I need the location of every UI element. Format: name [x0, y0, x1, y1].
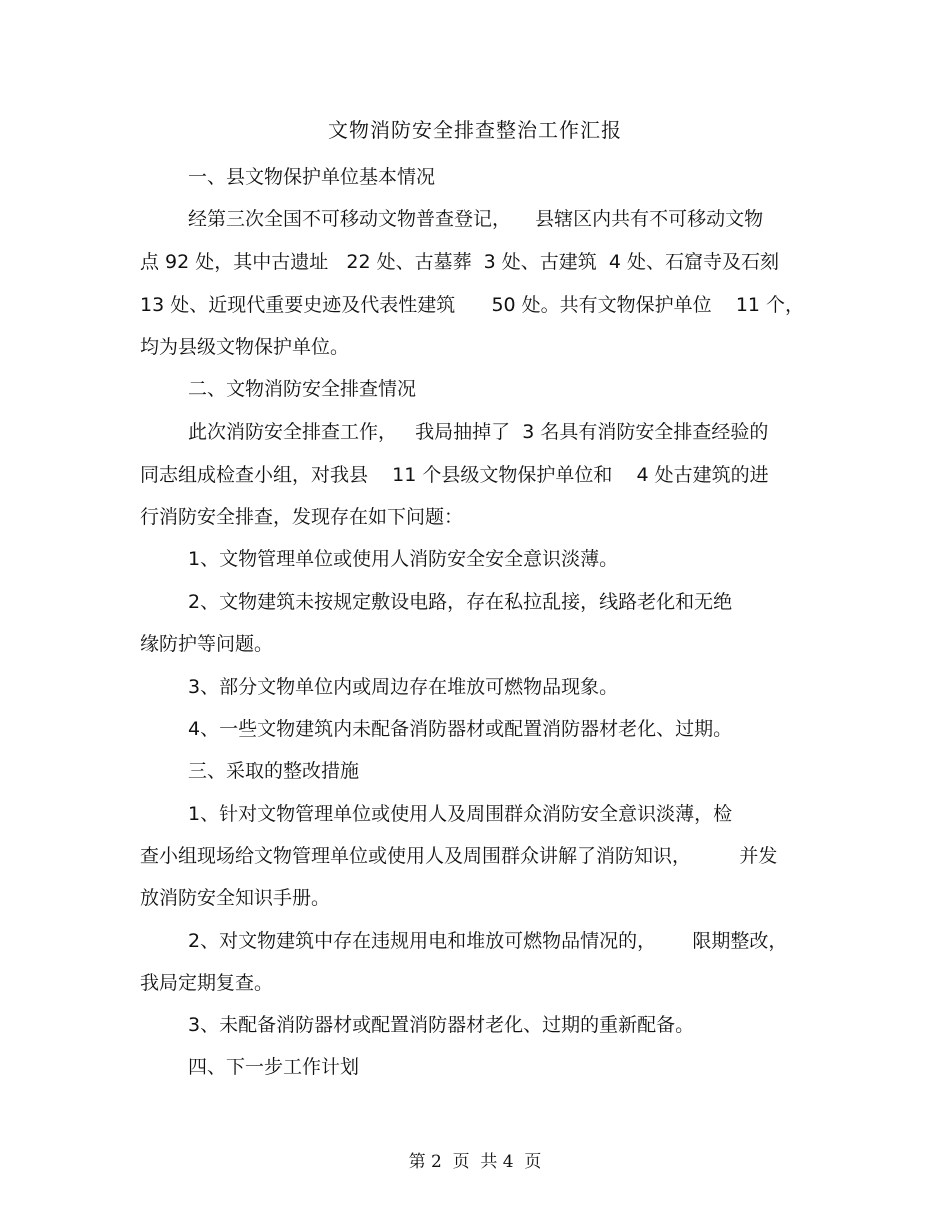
list-item: 1、针对文物管理单位或使用人及周围群众消防安全意识淡薄，检	[188, 803, 733, 825]
list-item-continuation: 放消防安全知识手册。	[140, 887, 331, 909]
paragraph-line: 此次消防安全排查工作， 我局抽掉了 3 名具有消防安全排查经验的	[188, 421, 769, 443]
paragraph-line: 同志组成检查小组，对我县 11 个县级文物保护单位和 4 处古建筑的进	[140, 464, 769, 486]
section-heading-3: 三、采取的整改措施	[188, 760, 360, 782]
list-item-continuation: 我局定期复查。	[140, 972, 274, 994]
list-item: 3、部分文物单位内或周边存在堆放可燃物品现象。	[188, 676, 619, 698]
list-item: 2、对文物建筑中存在违规用电和堆放可燃物品情况的， 限期整改，	[188, 930, 788, 952]
paragraph-line: 均为县级文物保护单位。	[140, 336, 350, 358]
list-item: 1、文物管理单位或使用人消防安全安全意识淡薄。	[188, 548, 619, 570]
list-item: 3、未配备消防器材或配置消防器材老化、过期的重新配备。	[188, 1014, 695, 1036]
paragraph-line: 点 92 处，其中古遗址 22 处、古墓葬 3 处、古建筑 4 处、石窟寺及石刻	[140, 251, 780, 273]
paragraph-line: 经第三次全国不可移动文物普查登记， 县辖区内共有不可移动文物	[188, 208, 764, 230]
paragraph-line: 行消防安全排查，发现存在如下问题：	[140, 506, 464, 528]
section-heading-1: 一、县文物保护单位基本情况	[188, 166, 436, 188]
section-heading-2: 二、文物消防安全排查情况	[188, 378, 417, 400]
list-item: 4、一些文物建筑内未配备消防器材或配置消防器材老化、过期。	[188, 718, 733, 740]
section-heading-4: 四、下一步工作计划	[188, 1056, 360, 1078]
list-item-continuation: 查小组现场给文物管理单位或使用人及周围群众讲解了消防知识， 并发	[140, 845, 778, 867]
document-title: 文物消防安全排查整治工作汇报	[328, 118, 622, 142]
list-item: 2、文物建筑未按规定敷设电路，存在私拉乱接，线路老化和无绝	[188, 591, 733, 613]
page-number-footer: 第 2 页 共 4 页	[408, 1152, 542, 1172]
paragraph-line: 13 处、近现代重要史迹及代表性建筑 50 处。共有文物保护单位 11 个，	[140, 294, 805, 316]
list-item-continuation: 缘防护等问题。	[140, 633, 274, 655]
